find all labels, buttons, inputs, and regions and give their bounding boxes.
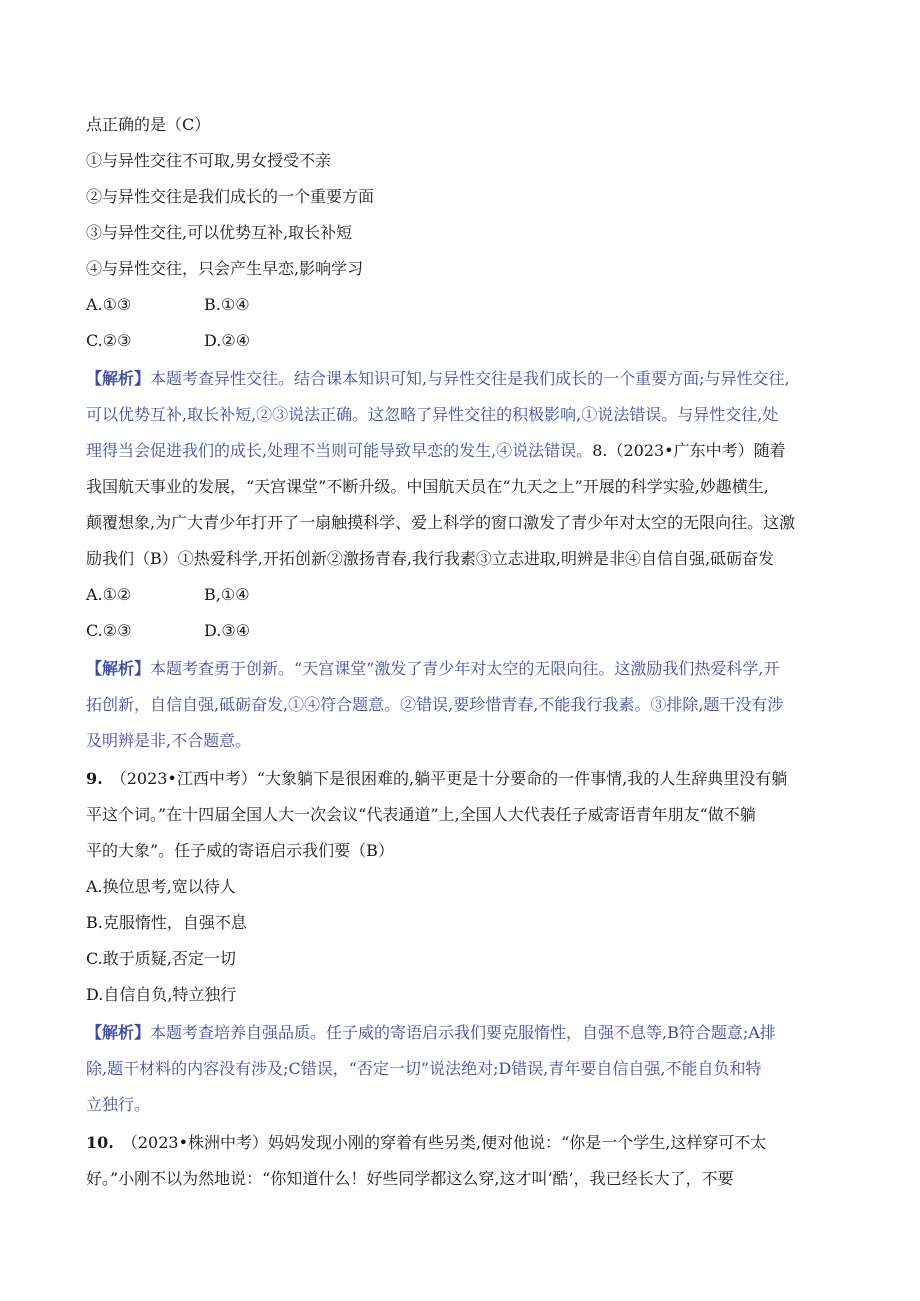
- q7-analysis-line-2: 可以优势互补,取长补短,②③说法正确。这忽略了异性交往的积极影响,①说法错误。与异性交往,处: [86, 405, 779, 424]
- q9-option-c: C.敢于质疑,否定一切: [86, 949, 236, 968]
- q8-analysis-tag: 【解析】: [86, 659, 151, 678]
- q9-number: 9.: [86, 769, 103, 788]
- q7-statement-4: ④与异性交往，只会产生早恋,影响学习: [86, 259, 364, 278]
- q8-stem-line-1: 我国航天事业的发展，“天宫课堂”不断升级。中国航天员在“九天之上”开展的科学实验,妙趣横生,: [86, 477, 769, 496]
- q7-statement-1: ①与异性交往不可取,男女授受不亲: [86, 151, 332, 170]
- q7-option-d: D.②④: [204, 331, 251, 350]
- q9-option-b: B.克服惰性，自强不息: [86, 913, 247, 932]
- q10-stem-line-2: 好。”小刚不以为然地说：“你知道什么！好些同学都这么穿,这才叫‘酷’，我已经长大了，不要: [86, 1169, 734, 1188]
- q8-option-c: C.②③: [86, 621, 132, 640]
- q9-stem-line-1: [86, 768, 787, 790]
- q8-analysis-text-1: 本题考查勇于创新。“天宫课堂”激发了青少年对太空的无限向往。这激励我们热爱科学,开: [150, 659, 780, 678]
- q7-analysis-line-3: [86, 440, 786, 462]
- q9-analysis-text-1: 本题考查培养自强品质。任子威的寄语启示我们要克服惰性，自强不息等,B符合题意;A排: [150, 1023, 776, 1042]
- q7-option-b: B.①④: [204, 295, 250, 314]
- q8-option-b: B,①④: [204, 585, 250, 604]
- q9-analysis-line-2: 除,题干材料的内容没有涉及;C错误，“否定一切”说法绝对;D错误,青年要自信自强,不能自负和特: [86, 1059, 762, 1078]
- q10-number: 10.: [86, 1133, 114, 1152]
- q8-analysis-line-3: 及明辨是非,不合题意。: [86, 731, 252, 750]
- q7-analysis-text-1: 本题考查异性交往。结合课本知识可知,与异性交往是我们成长的一个重要方面;与异性交往,: [150, 369, 790, 388]
- q7-analysis-line-1: [86, 368, 790, 390]
- q9-analysis-line-1: [86, 1022, 776, 1044]
- q8-analysis-line-1: [86, 658, 779, 680]
- q7-statement-2: ②与异性交往是我们成长的一个重要方面: [86, 187, 375, 206]
- q9-analysis-line-3: 立独行。: [86, 1095, 151, 1114]
- q8-stem-line-2: 颠覆想象,为广大青少年打开了一扇触摸科学、爱上科学的窗口激发了青少年对太空的无限向往。这激: [86, 513, 796, 532]
- q9-option-d: D.自信自负,特立独行: [86, 985, 237, 1004]
- q8-analysis-line-2: 拓创新，自信自强,砥砺奋发,①④符合题意。②错误,要珍惜青春,不能我行我素。③排除,题干没有涉: [86, 695, 784, 714]
- q7-analysis-tag: 【解析】: [86, 369, 151, 388]
- q8-intro: 8.（2023•广东中考）随着: [592, 441, 786, 460]
- q9-option-a: A.换位思考,宽以待人: [86, 877, 236, 896]
- q8-option-d: D.③④: [204, 621, 251, 640]
- q7-option-c: C.②③: [86, 331, 132, 350]
- q8-stem-line-3: 励我们（B）①热爱科学,开拓创新②激扬青春,我行我素③立志进取,明辨是非④自信自强,砥砺奋发: [86, 549, 775, 568]
- q9-stem-line-2: 平这个词。”在十四届全国人大一次会议“代表通道”上,全国人大代表任子威寄语青年朋友“做不躺: [86, 805, 756, 824]
- q9-stem-line-3: 平的大象”。任子威的寄语启示我们要（B）: [86, 841, 394, 860]
- q7-stem-tail: 点正确的是（C）: [86, 115, 211, 134]
- q9-stem-text-1: （2023•江西中考）“大象躺下是很困难的,躺平更是十分要命的一件事情,我的人生辞典里没有躺: [110, 769, 788, 788]
- q7-analysis-text-3: 理得当会促进我们的成长,处理不当则可能导致早恋的发生,④说法错误。: [86, 441, 593, 460]
- q9-analysis-tag: 【解析】: [86, 1023, 151, 1042]
- q7-statement-3: ③与异性交往,可以优势互补,取长补短: [86, 223, 353, 242]
- q8-option-a: A.①②: [86, 585, 132, 604]
- q7-option-a: A.①③: [86, 295, 132, 314]
- q10-stem-text-1: （2023•株洲中考）妈妈发现小刚的穿着有些另类,便对他说：“你是一个学生,这样穿可不太: [121, 1133, 767, 1152]
- q10-stem-line-1: [86, 1132, 766, 1154]
